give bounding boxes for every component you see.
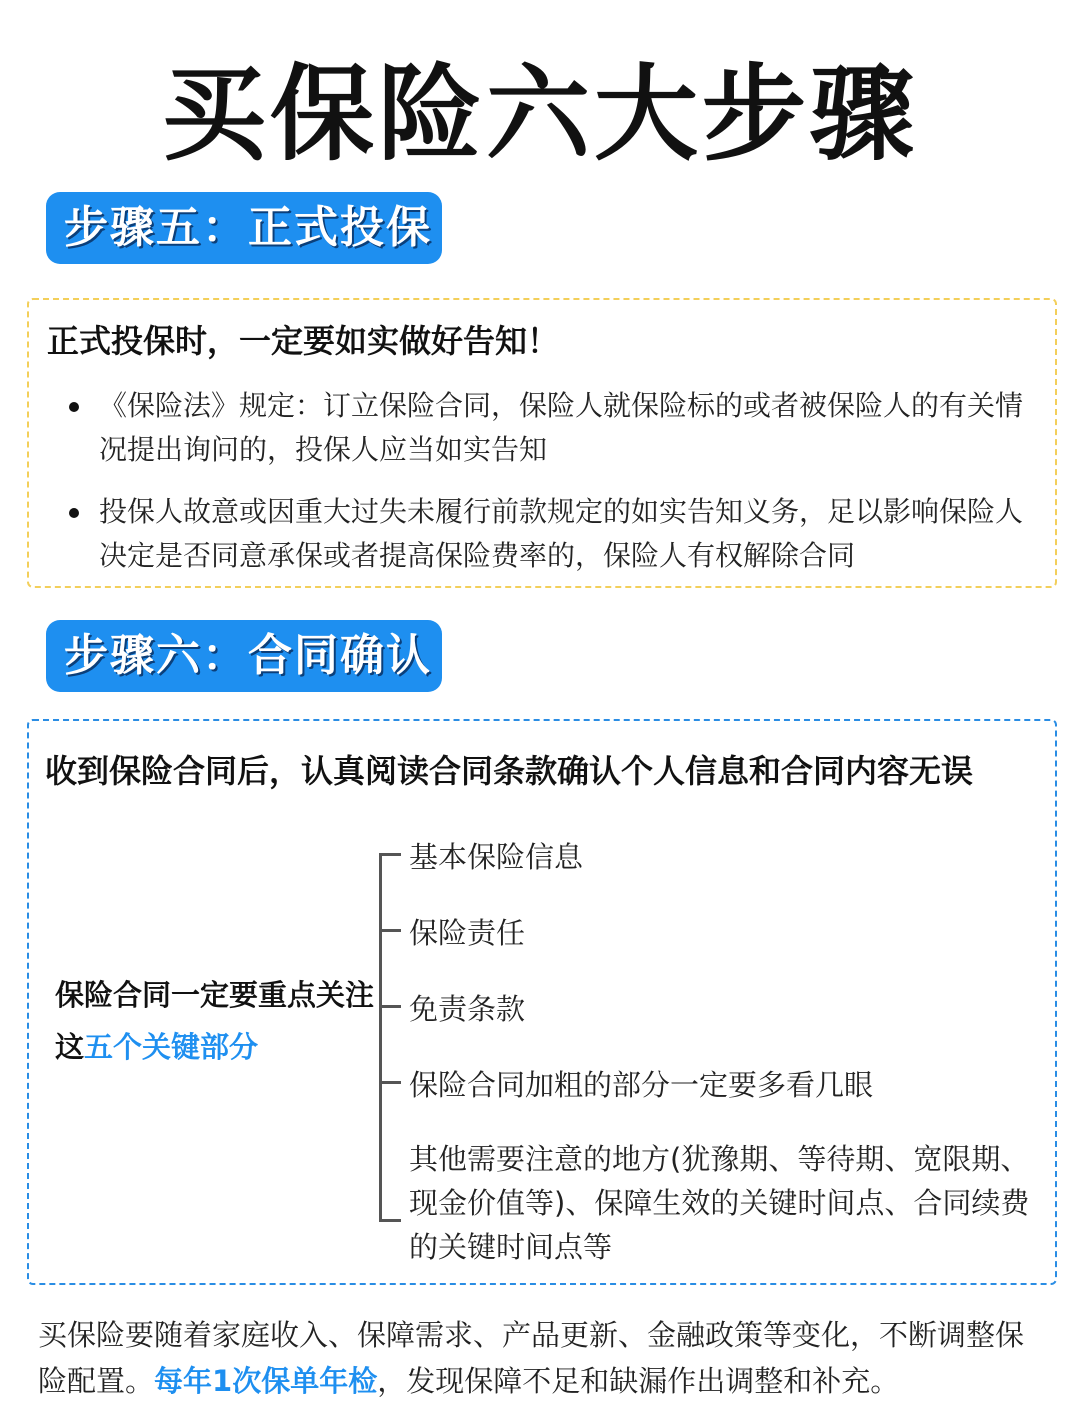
key-item: 其他需要注意的地方(犹豫期、等待期、宽限期、现金价值等)、保障生效的关键时间点、合同续费的关键时间点等	[409, 1142, 1030, 1264]
key-item: 保险责任	[409, 916, 526, 950]
bullet-item	[99, 384, 1044, 472]
bullet-text: 《保险法》规定：订立保险合同，保险人就保险标的或者被保险人的有关情况提出询问的，投保人应当如实告知	[99, 389, 1024, 466]
bracket-tick	[379, 853, 401, 856]
footer-highlight: 每年1次保单年检	[154, 1364, 378, 1398]
step-six-box	[27, 719, 1057, 1285]
focus-prefix: 保险合同一定要重点关注这	[55, 978, 375, 1064]
bracket-tick	[379, 1005, 401, 1008]
footer-note	[38, 1312, 1048, 1404]
bracket-tick	[379, 1219, 401, 1222]
bracket-line	[379, 853, 382, 1221]
step-five-label: 步骤五：正式投保	[46, 192, 442, 264]
bullet-dot-icon	[69, 402, 79, 412]
bracket-tick	[379, 1081, 401, 1084]
step-six-label: 步骤六：合同确认	[46, 620, 442, 692]
bullet-text: 投保人故意或因重大过失未履行前款规定的如实告知义务，足以影响保险人决定是否同意承保或者提高保险费率的，保险人有权解除合同	[99, 495, 1024, 572]
key-item: 免责条款	[409, 992, 526, 1026]
step-six-heading: 收到保险合同后，认真阅读合同条款确认个人信息和合同内容无误	[45, 752, 974, 790]
key-item: 保险合同加粗的部分一定要多看几眼	[409, 1068, 874, 1102]
footer-text-after: ，发现保障不足和缺漏作出调整和补充。	[377, 1364, 900, 1398]
bullet-dot-icon	[69, 508, 79, 518]
step-five-heading: 正式投保时，一定要如实做好告知！	[47, 322, 560, 360]
step-five-box	[27, 298, 1057, 588]
focus-note	[55, 969, 375, 1073]
bullet-item	[99, 490, 1044, 578]
bracket-tick	[379, 929, 401, 932]
footer-text-before: 买保险要随着家庭收入、保障需求、产品更新、金融政策等变化，不断调整保险配置。	[38, 1318, 1025, 1398]
focus-highlight: 五个关键部分	[84, 1030, 259, 1064]
key-item: 基本保险信息	[409, 840, 584, 874]
page-title: 买保险六大步骤	[161, 53, 918, 175]
